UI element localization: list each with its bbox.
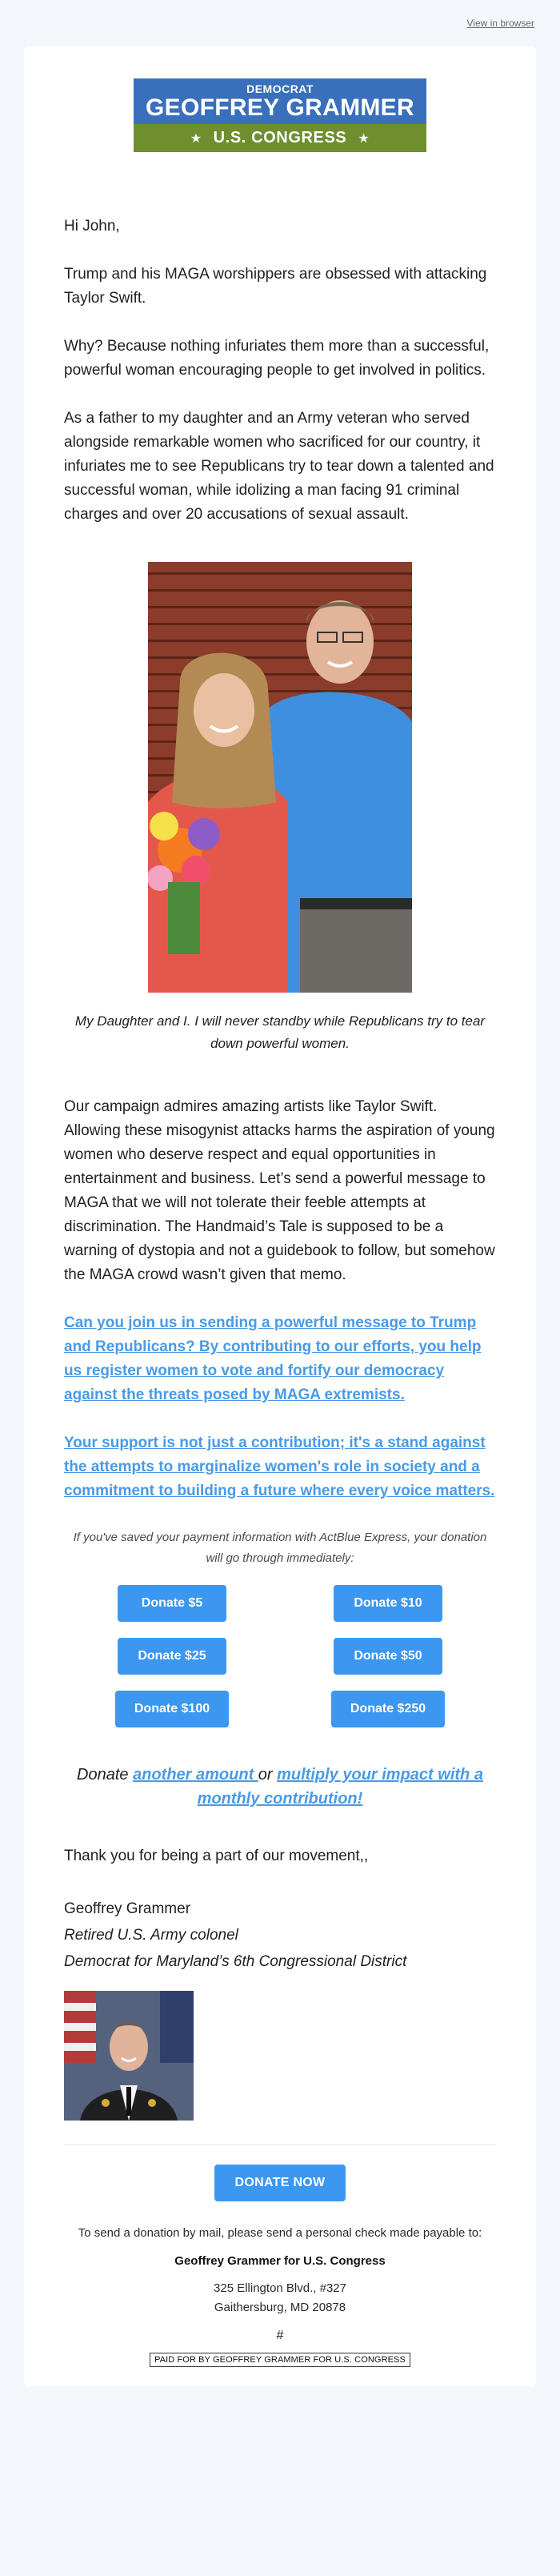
signature-block <box>64 1896 496 1975</box>
top-bar <box>0 0 560 46</box>
committee-name: Geoffrey Grammer for U.S. Congress <box>174 2254 386 2268</box>
campaign-paragraph: Our campaign admires amazing artists like Taylor Swift. Allowing these misogynist attacks harms the aspiration of young women who deserve respect and equal opportunities in entertainment and business. Let’s send a powerful message to MAGA that we will not tolerate their feeble attempts at discrimination. The Handmaid’s Tale is supposed to be a warning of dystopia and not a guidebook to follow, but somehow the MAGA crowd wasn’t given that memo. <box>64 1098 495 1283</box>
intro-body <box>64 215 496 527</box>
donate-50-button[interactable]: Donate $50 <box>334 1638 442 1675</box>
family-photo <box>148 562 412 993</box>
closing-line: Thank you for being a part of our movement,, <box>64 1848 369 1864</box>
another-amount-link[interactable]: another amount <box>133 1766 258 1784</box>
address-line-2: Gaithersburg, MD 20878 <box>214 2301 346 2314</box>
actblue-note: If you've saved your payment information with ActBlue Express, your donation will go through immediately: <box>73 1531 487 1565</box>
footer <box>64 2145 496 2367</box>
cta-links <box>64 1311 496 1503</box>
paid-for-disclaimer: PAID FOR BY GEOFFREY GRAMMER FOR U.S. CONGRESS <box>150 2353 410 2367</box>
intro-paragraph: As a father to my daughter and an Army veteran who served alongside remarkable women who sacrificed for our country, it infuriates me to see Republicans try to tear down a talented and successful woman, while idolizing a man facing 91 criminal charges and over 20 accusations of sexual assault. <box>64 410 494 523</box>
star-icon: ★ <box>190 131 202 146</box>
other-amount-line: Donate another amount or multiply your impact with a monthly contribution! <box>77 1766 483 1808</box>
photo-caption: My Daughter and I. I will never standby while Republicans try to tear down powerful women. <box>74 1013 486 1051</box>
donate-25-button[interactable]: Donate $25 <box>118 1638 226 1675</box>
donate-10-button[interactable]: Donate $10 <box>334 1585 442 1622</box>
donate-button-grid <box>64 1585 496 1727</box>
family-photo-wrap <box>64 562 496 993</box>
cta-link-message[interactable]: Can you join us in sending a powerful message to Trump and Republicans? By contributing to our efforts, you help us register women to vote and fortify our democracy against the threats posed by MAGA extremists. <box>64 1314 482 1403</box>
donate-5-button[interactable]: Donate $5 <box>118 1585 226 1622</box>
logo-office: U.S. CONGRESS <box>213 129 347 146</box>
monthly-contribution-link[interactable]: multiply your impact with a monthly contribution! <box>197 1766 483 1808</box>
intro-paragraph: Trump and his MAGA worshippers are obsessed with attacking Taylor Swift. <box>64 266 487 307</box>
donate-now-button[interactable]: DONATE NOW <box>214 2165 346 2201</box>
signature-district: Democrat for Maryland’s 6th Congressional District <box>64 1953 407 1970</box>
hash-mark: # <box>276 2329 284 2342</box>
star-icon: ★ <box>358 131 370 146</box>
signature-name: Geoffrey Grammer <box>64 1900 191 1917</box>
cta-link-support[interactable]: Your support is not just a contribution; it's a stand against the attempts to marginalize women's role in society and a commitment to building a future where every voice matters. <box>64 1434 495 1499</box>
mail-donation-note: To send a donation by mail, please send a personal check made payable to: <box>78 2226 482 2240</box>
view-in-browser-link[interactable]: View in browser <box>466 18 534 29</box>
campaign-logo-wrap <box>64 78 496 152</box>
intro-paragraph: Why? Because nothing infuriates them more than a successful, powerful woman encouraging people to get involved in politics. <box>64 338 490 379</box>
email-card <box>24 46 536 2386</box>
campaign-logo <box>134 78 426 152</box>
candidate-headshot <box>64 1991 194 2121</box>
donate-250-button[interactable]: Donate $250 <box>331 1691 445 1727</box>
address-line-1: 325 Ellington Blvd., #327 <box>214 2281 346 2295</box>
mailing-address <box>64 2279 496 2317</box>
logo-party: DEMOCRAT <box>246 82 314 95</box>
signature-title: Retired U.S. Army colonel <box>64 1927 238 1944</box>
logo-name: GEOFFREY GRAMMER <box>146 94 414 121</box>
donate-100-button[interactable]: Donate $100 <box>115 1691 229 1727</box>
greeting: Hi John, <box>64 218 120 235</box>
